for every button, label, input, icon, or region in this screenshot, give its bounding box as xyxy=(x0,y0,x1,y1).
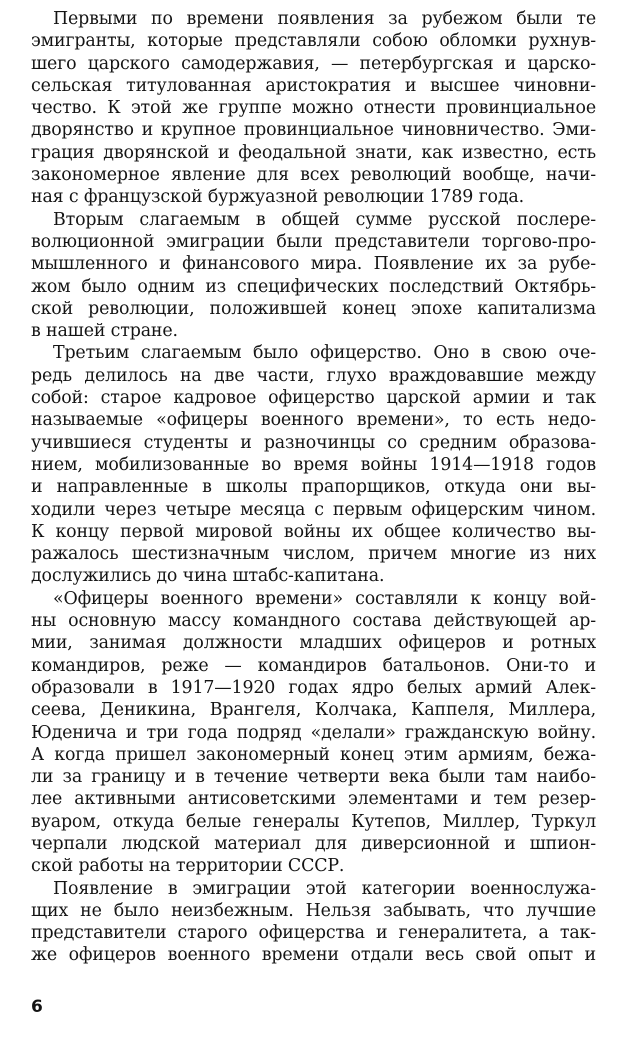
text-line: и направленные в школы прапорщиков, откуда они вы- xyxy=(31,477,596,498)
text-line: редь делилось на две части, глухо враждовавшие между xyxy=(31,365,596,386)
text-line: мии, занимая должности младших офицеров и ротных xyxy=(31,633,596,654)
text-line: ная с французской буржуазной революции 1789 года. xyxy=(31,187,525,208)
text-line: учившиеся студенты и разночинцы со средним образова- xyxy=(31,432,596,453)
text-line: дворянство и крупное провинциальное чиновничество. Эми- xyxy=(31,120,596,141)
text-line: вуаром, откуда белые генералы Кутепов, Миллер, Туркул xyxy=(31,811,596,832)
text-line: образовали в 1917—1920 годах ядро белых армий Алек- xyxy=(31,677,596,698)
text-line: волюционной эмиграции были представители торгово-про- xyxy=(31,231,596,252)
text-line: дослужились до чина штабс-капитана. xyxy=(31,566,385,587)
text-line: грация дворянской и феодальной знати, как известно, есть xyxy=(31,142,596,163)
paragraph xyxy=(31,209,596,343)
text-line: ражалось шестизначным числом, причем многие из них xyxy=(31,544,596,565)
paragraph xyxy=(31,342,596,587)
text-line: Вторым слагаемым в общей сумме русской послере- xyxy=(53,209,596,230)
text-line: щих не было неизбежным. Нельзя забывать, что лучшие xyxy=(31,900,596,921)
text-line: Третьим слагаемым было офицерство. Оно в свою оче- xyxy=(53,343,596,364)
text-line: К концу первой мировой войны их общее количество вы- xyxy=(31,521,596,542)
text-line: представители старого офицерства и генералитета, а так- xyxy=(31,923,596,944)
text-line: лее активными антисоветскими элементами и тем резер- xyxy=(31,789,596,810)
text-line: Юденича и три года подряд «делали» гражданскую войну. xyxy=(31,722,596,743)
text-line: же офицеров военного времени отдали весь свой опыт и xyxy=(31,945,596,966)
text-line: командиров, реже — командиров батальонов. Они-то и xyxy=(31,655,596,676)
text-line: ли за границу и в течение четверти века были там наибо- xyxy=(31,767,596,788)
text-line: собой: старое кадровое офицерство царской армии и так xyxy=(31,388,596,409)
text-line: ской работы на территории СССР. xyxy=(31,856,345,877)
text-line: ской революции, положившей конец эпохе капитализма xyxy=(31,298,596,319)
paragraph xyxy=(31,878,596,967)
text-line: А когда пришел закономерный конец этим армиям, бежа- xyxy=(31,744,596,765)
text-line: нием, мобилизованные во время войны 1914—1918 годов xyxy=(31,454,596,475)
text-line: чество. К этой же группе можно отнести провинциальное xyxy=(31,98,596,119)
text-line: черпали людской материал для диверсионной и шпион- xyxy=(31,833,596,854)
text-line: эмигранты, которые представляли собою обломки рухнув- xyxy=(31,31,596,52)
paragraph xyxy=(31,588,596,878)
text-line: сельская титулованная аристократия и высшее чиновни- xyxy=(31,75,596,96)
paragraph xyxy=(31,8,596,209)
text-line: Появление в эмиграции этой категории военнослужа- xyxy=(53,878,596,899)
text-line: ны основную массу командного состава действующей ар- xyxy=(31,611,596,632)
text-line: сеева, Деникина, Врангеля, Колчака, Каппеля, Миллера, xyxy=(31,700,596,721)
body-text xyxy=(31,8,596,967)
text-line: Первыми по времени появления за рубежом были те xyxy=(53,9,596,29)
page-number: 6 xyxy=(31,997,43,1017)
text-line: закономерное явление для всех революций вообще, начи- xyxy=(31,165,596,186)
text-line: шего царского самодержавия, — петербургская и царско- xyxy=(31,53,596,74)
text-line: в нашей стране. xyxy=(31,321,178,342)
text-line: называемые «офицеры военного времени», то есть недо- xyxy=(31,410,596,431)
text-line: «Офицеры военного времени» составляли к концу вой- xyxy=(53,588,596,609)
text-line: ходили через четыре месяца с первым офицерским чином. xyxy=(31,499,596,520)
text-line: мышленного и финансового мира. Появление их за рубе- xyxy=(31,254,596,275)
text-line: жом было одним из специфических последствий Октябрь- xyxy=(31,276,596,297)
